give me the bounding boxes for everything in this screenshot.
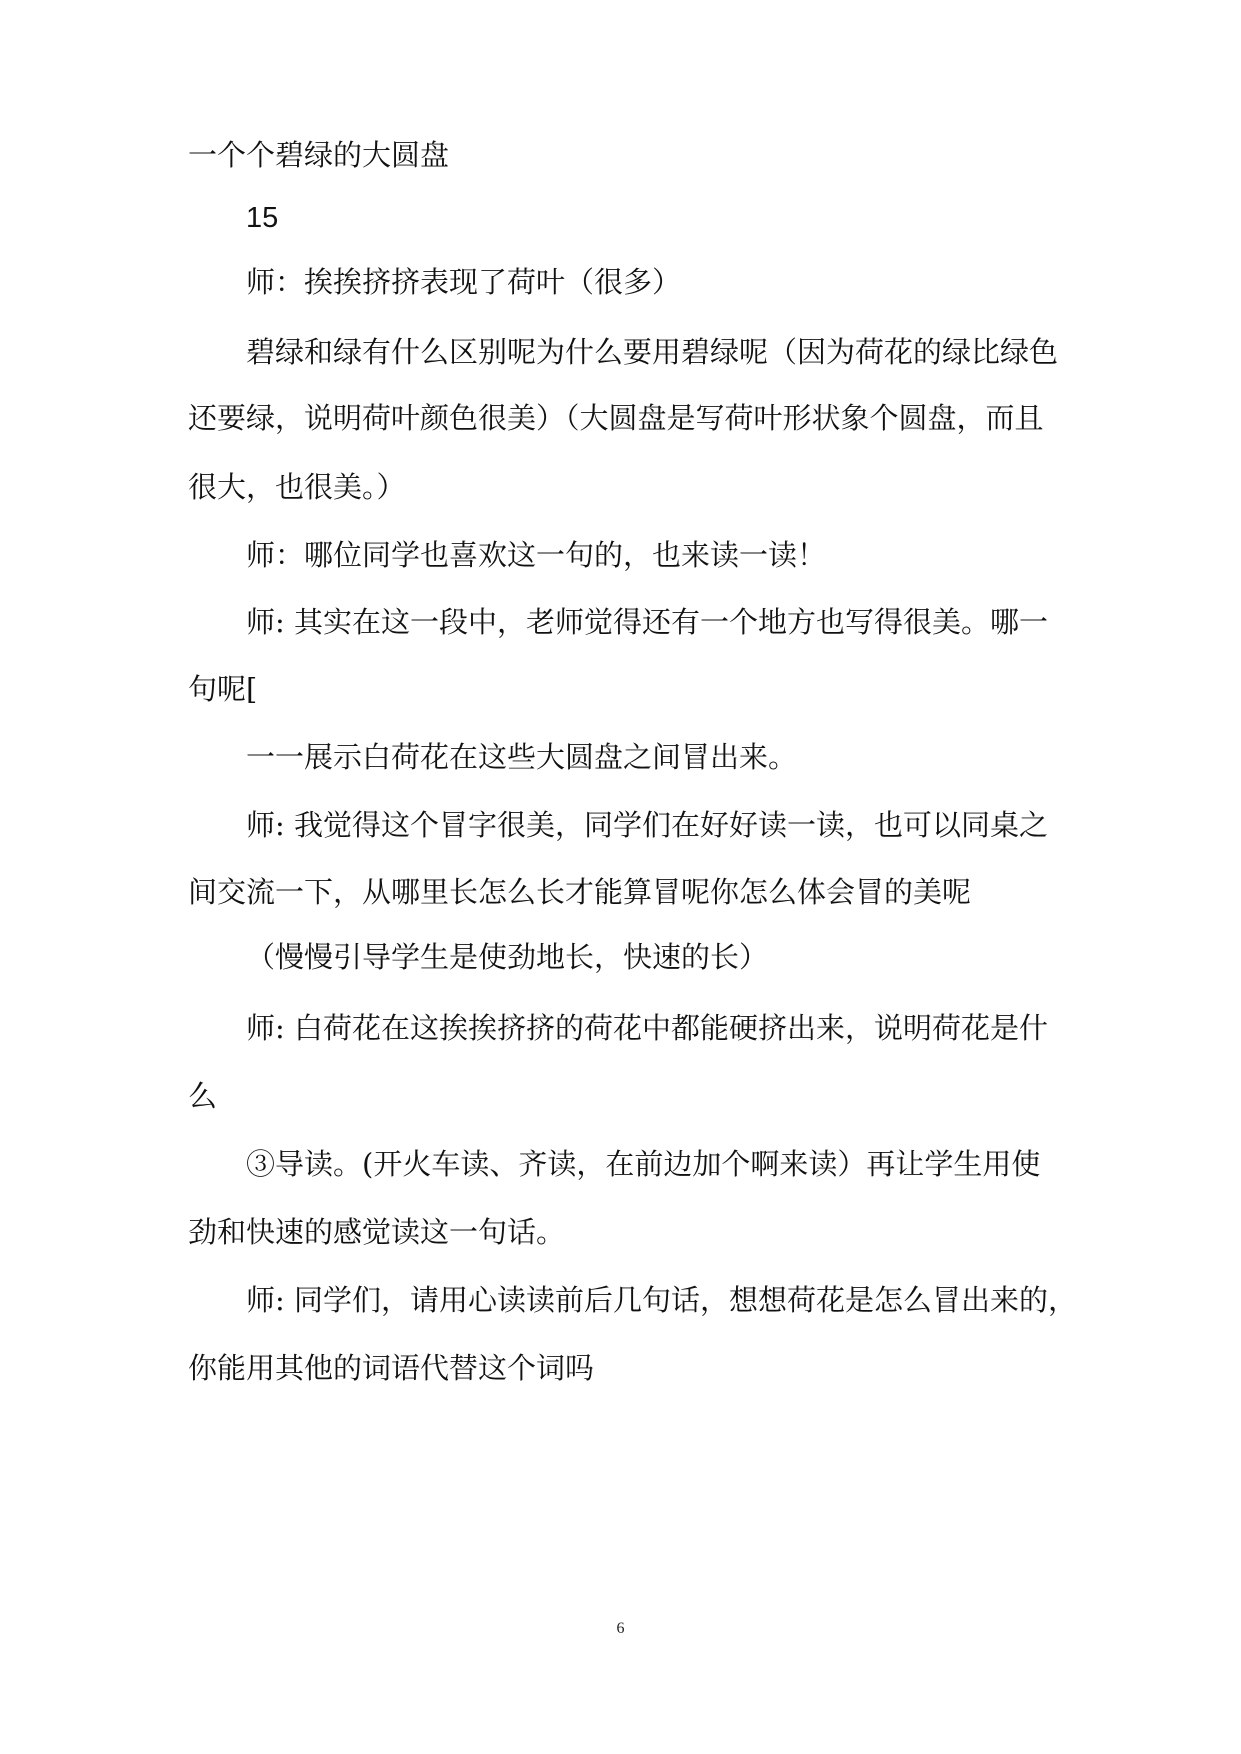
page-number: 6 — [616, 1620, 625, 1637]
text-line: ③导读。(开火车读、齐读，在前边加个啊来读）再让学生用使 — [246, 1147, 1041, 1181]
text-line: 师：哪位同学也喜欢这一句的，也来读一读！ — [246, 538, 827, 572]
text-line: 师: 其实在这一段中，老师觉得还有一个地方也写得很美。哪一 — [246, 605, 1048, 639]
text-line: 15 — [246, 202, 279, 234]
text-line: （慢慢引导学生是使劲地长，快速的长） — [246, 940, 769, 974]
text-line: 师: 我觉得这个冒字很美，同学们在好好读一读，也可以同桌之 — [246, 808, 1048, 842]
text-line: 碧绿和绿有什么区别呢为什么要用碧绿呢（因为荷花的绿比绿色 — [246, 335, 1059, 369]
text-line: 师: 同学们，请用心读读前后几句话，想想荷花是怎么冒出来的， — [246, 1283, 1077, 1317]
text-line: 一一展示白荷花在这些大圆盘之间冒出来。 — [246, 740, 798, 774]
text-line: 劲和快速的感觉读这一句话。 — [188, 1215, 566, 1249]
text-line: 你能用其他的词语代替这个词吗 — [188, 1351, 595, 1385]
text-line: 师: 白荷花在这挨挨挤挤的荷花中都能硬挤出来，说明荷花是什 — [246, 1011, 1048, 1045]
text-line: 一个个碧绿的大圆盘 — [188, 138, 450, 172]
text-line: 很大，也很美。） — [188, 470, 406, 504]
text-line: 句呢[ — [188, 672, 258, 706]
text-line: 还要绿，说明荷叶颜色很美）（大圆盘是写荷叶形状象个圆盘，而且 — [188, 401, 1044, 435]
text-line: 么 — [188, 1079, 218, 1113]
text-line: 师：挨挨挤挤表现了荷叶（很多） — [246, 265, 682, 299]
text-line: 间交流一下，从哪里长怎么长才能算冒呢你怎么体会冒的美呢 — [188, 875, 972, 909]
